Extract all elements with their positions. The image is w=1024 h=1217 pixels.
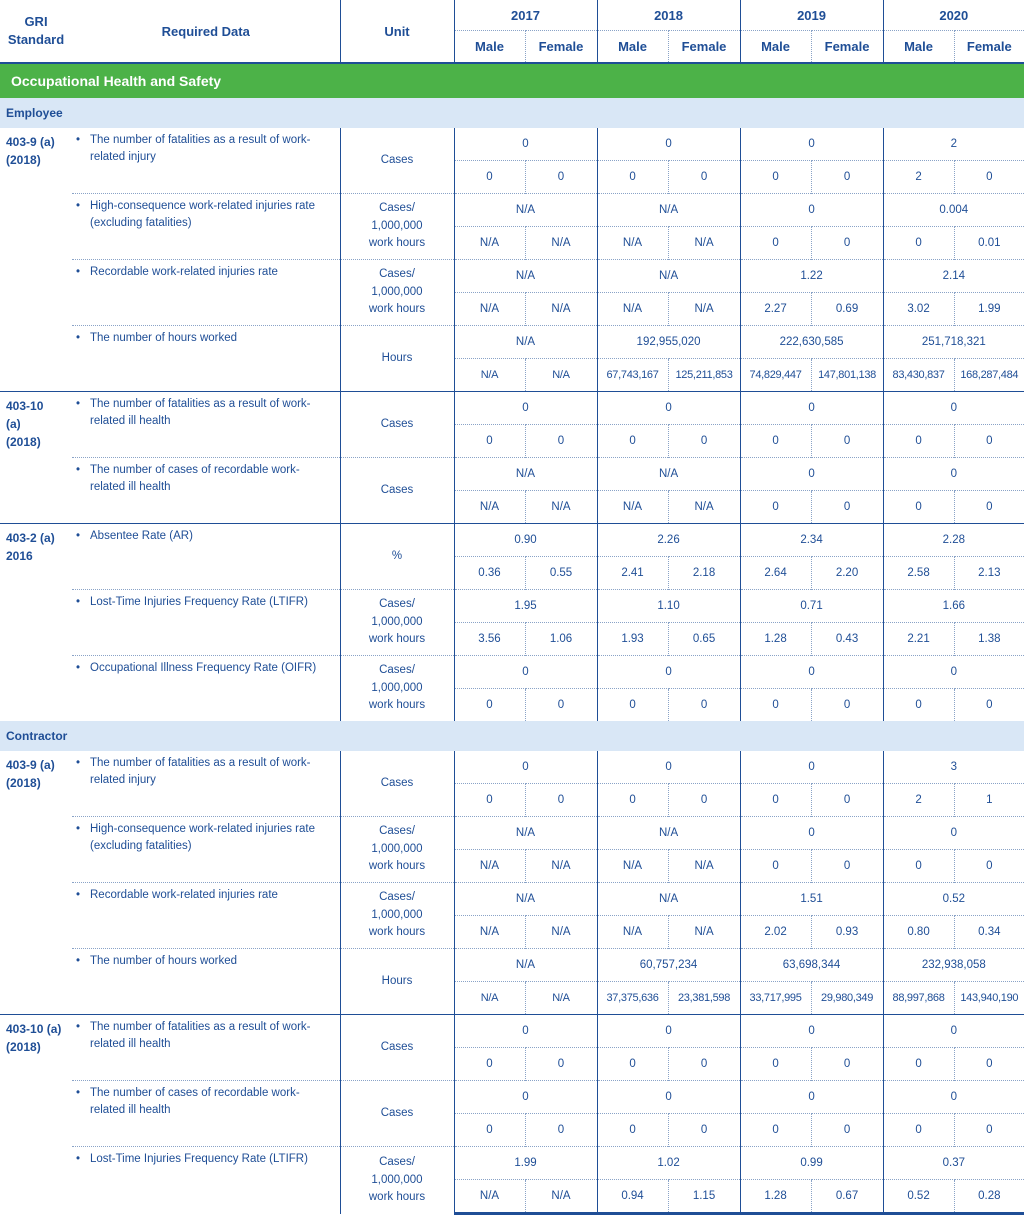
metric-row [0,1147,1024,1180]
total-value-2020: 0 [883,458,1024,491]
metric-label: Occupational Illness Frequency Rate (OIFR) [90,662,317,674]
metric-label: The number of fatalities as a result of work-related ill health [90,1021,311,1050]
male-value-2020: 88,997,868 [883,982,954,1015]
male-value-2019: 0 [740,850,811,883]
male-value-2019: 0 [740,784,811,817]
male-value-2020: 0 [883,425,954,458]
unit-cell: Cases [340,392,454,458]
required-data-cell [72,590,340,656]
total-value-2018: 0 [597,128,740,161]
female-value-2019: 29,980,349 [811,982,883,1015]
total-value-2017: 0 [454,128,597,161]
male-value-2020: 0 [883,227,954,260]
female-value-2017: 0.55 [525,557,597,590]
male-value-2020: 2 [883,161,954,194]
total-value-2018: 2.26 [597,524,740,557]
unit-cell: Cases [340,751,454,817]
male-value-2020: 0 [883,689,954,722]
unit-cell: Cases [340,458,454,524]
total-value-2019: 222,630,585 [740,326,883,359]
female-value-2018: 125,211,853 [668,359,740,392]
female-value-2017: 0 [525,1114,597,1147]
unit-cell: Cases [340,1015,454,1081]
male-value-2017: N/A [454,359,525,392]
unit-cell: Cases/ 1,000,000 work hours [340,260,454,326]
male-value-2019: 0 [740,161,811,194]
gri-standard-header: GRI Standard [7,14,65,47]
required-data-cell [72,751,340,817]
female-value-2020: 0 [954,1114,1024,1147]
female-value-2020: 0 [954,161,1024,194]
male-value-2019: 0 [740,1048,811,1081]
total-value-2017: 0 [454,392,597,425]
bullet-icon: • [76,757,81,769]
total-value-2018: 1.02 [597,1147,740,1180]
section-title: Occupational Health and Safety [0,63,1024,98]
required-data-cell [72,883,340,949]
female-value-2019: 0 [811,784,883,817]
required-data-cell [72,1015,340,1081]
male-header-2018: Male [597,31,668,64]
total-value-2017: N/A [454,817,597,850]
unit-cell: Cases/ 1,000,000 work hours [340,817,454,883]
bullet-icon: • [76,596,81,608]
metric-label: Lost-Time Injuries Frequency Rate (LTIFR) [90,1153,308,1165]
female-value-2019: 0.67 [811,1180,883,1214]
male-value-2017: 0 [454,1048,525,1081]
male-header-2020: Male [883,31,954,64]
female-value-2017: 0 [525,1048,597,1081]
total-value-2019: 0 [740,656,883,689]
total-value-2018: 0 [597,1015,740,1048]
male-value-2017: 0.36 [454,557,525,590]
male-value-2020: 0 [883,1114,954,1147]
female-value-2018: 0 [668,1114,740,1147]
female-value-2020: 1 [954,784,1024,817]
total-value-2019: 0 [740,751,883,784]
total-value-2019: 0 [740,458,883,491]
total-value-2019: 0 [740,817,883,850]
female-value-2019: 0 [811,850,883,883]
required-data-cell [72,326,340,392]
male-value-2017: 0 [454,784,525,817]
gri-standard-cell: 403-9 (a) (2018) [6,758,55,790]
male-value-2019: 1.28 [740,623,811,656]
male-value-2018: 0 [597,689,668,722]
female-value-2020: 0.01 [954,227,1024,260]
male-value-2018: 1.93 [597,623,668,656]
female-value-2017: N/A [525,293,597,326]
metric-label: The number of cases of recordable work-related ill health [90,464,300,493]
total-value-2018: 1.10 [597,590,740,623]
female-value-2018: 0 [668,784,740,817]
female-value-2019: 0 [811,425,883,458]
bullet-icon: • [76,464,81,476]
male-value-2020: 83,430,837 [883,359,954,392]
female-value-2017: 0 [525,784,597,817]
unit-cell: Hours [340,326,454,392]
male-value-2018: N/A [597,916,668,949]
total-value-2018: 192,955,020 [597,326,740,359]
female-value-2017: 0 [525,161,597,194]
female-header-2019: Female [811,31,883,64]
total-value-2018: 60,757,234 [597,949,740,982]
metric-label: The number of hours worked [90,955,238,967]
year-header-2017: 2017 [454,0,597,31]
gri-standard-cell: 403-10 (a) (2018) [0,1015,72,1214]
bullet-icon: • [76,823,81,835]
total-value-2018: N/A [597,194,740,227]
male-value-2020: 2.21 [883,623,954,656]
bullet-icon: • [76,1153,81,1165]
total-value-2019: 63,698,344 [740,949,883,982]
male-value-2018: N/A [597,491,668,524]
female-value-2019: 0 [811,689,883,722]
total-value-2020: 0 [883,1015,1024,1048]
total-value-2017: N/A [454,949,597,982]
male-value-2017: N/A [454,293,525,326]
group-title: Contractor [0,721,1024,751]
male-value-2018: 67,743,167 [597,359,668,392]
male-value-2018: 37,375,636 [597,982,668,1015]
unit-cell: Cases [340,1081,454,1147]
total-value-2017: 0 [454,656,597,689]
female-value-2020: 0 [954,425,1024,458]
total-value-2019: 0 [740,1081,883,1114]
metric-label: The number of fatalities as a result of work-related ill health [90,398,311,427]
female-header-2017: Female [525,31,597,64]
metric-label: The number of cases of recordable work-related ill health [90,1087,300,1116]
female-value-2018: 0 [668,689,740,722]
female-value-2020: 0 [954,850,1024,883]
male-value-2017: N/A [454,916,525,949]
male-value-2019: 1.28 [740,1180,811,1214]
required-data-cell [72,128,340,194]
metric-row [0,817,1024,850]
unit-cell: % [340,524,454,590]
female-value-2018: 23,381,598 [668,982,740,1015]
male-value-2019: 0 [740,1114,811,1147]
total-value-2017: N/A [454,260,597,293]
total-value-2018: 0 [597,1081,740,1114]
male-value-2017: 3.56 [454,623,525,656]
male-value-2019: 74,829,447 [740,359,811,392]
total-value-2020: 1.66 [883,590,1024,623]
male-value-2018: 0 [597,1114,668,1147]
male-value-2017: N/A [454,982,525,1015]
metric-label: The number of fatalities as a result of work-related injury [90,134,311,163]
male-value-2018: N/A [597,227,668,260]
female-header-2018: Female [668,31,740,64]
male-value-2018: 0 [597,161,668,194]
total-value-2017: 0 [454,1081,597,1114]
bullet-icon: • [76,662,81,674]
gri-standard-cell: 403-2 (a) 2016 [0,524,72,722]
required-data-cell [72,656,340,722]
total-value-2019: 0 [740,128,883,161]
required-data-cell [72,817,340,883]
total-value-2019: 2.34 [740,524,883,557]
year-header-2019: 2019 [740,0,883,31]
total-value-2019: 1.22 [740,260,883,293]
male-value-2019: 0 [740,689,811,722]
female-value-2017: N/A [525,227,597,260]
total-value-2020: 251,718,321 [883,326,1024,359]
male-value-2020: 0 [883,491,954,524]
female-value-2019: 0 [811,1114,883,1147]
male-value-2019: 2.64 [740,557,811,590]
total-value-2017: N/A [454,326,597,359]
required-data-cell [72,458,340,524]
metric-row [0,949,1024,982]
total-value-2017: 1.99 [454,1147,597,1180]
gri-standard-cell: 403-9 (a) (2018) [6,135,55,167]
unit-cell: Cases/ 1,000,000 work hours [340,656,454,722]
female-value-2019: 0.43 [811,623,883,656]
female-value-2019: 0 [811,491,883,524]
bullet-icon: • [76,200,81,212]
required-data-cell [72,392,340,458]
total-value-2018: 0 [597,392,740,425]
total-value-2017: N/A [454,194,597,227]
female-value-2018: N/A [668,293,740,326]
female-value-2019: 147,801,138 [811,359,883,392]
total-value-2020: 0.004 [883,194,1024,227]
female-value-2020: 2.13 [954,557,1024,590]
total-value-2020: 0.37 [883,1147,1024,1180]
metric-label: Lost-Time Injuries Frequency Rate (LTIFR) [90,596,308,608]
female-value-2018: 0 [668,425,740,458]
male-value-2018: 0 [597,425,668,458]
unit-header: Unit [340,0,454,63]
total-value-2020: 3 [883,751,1024,784]
total-value-2018: 0 [597,751,740,784]
female-value-2018: N/A [668,227,740,260]
metric-row [0,128,1024,161]
total-value-2020: 0 [883,392,1024,425]
male-value-2020: 2.58 [883,557,954,590]
male-value-2019: 0 [740,227,811,260]
total-value-2020: 0 [883,1081,1024,1114]
female-value-2019: 0 [811,1048,883,1081]
male-value-2017: 0 [454,161,525,194]
metric-label: Absentee Rate (AR) [90,530,193,542]
male-value-2017: N/A [454,227,525,260]
female-value-2017: N/A [525,916,597,949]
female-value-2020: 168,287,484 [954,359,1024,392]
female-value-2017: N/A [525,982,597,1015]
female-value-2020: 1.38 [954,623,1024,656]
female-value-2018: 0 [668,1048,740,1081]
required-data-cell [72,524,340,590]
female-value-2017: 1.06 [525,623,597,656]
total-value-2020: 2.14 [883,260,1024,293]
metric-row [0,260,1024,293]
total-value-2019: 1.51 [740,883,883,916]
required-data-cell [72,194,340,260]
metric-label: The number of hours worked [90,332,238,344]
metric-label: Recordable work-related injuries rate [90,266,278,278]
male-value-2019: 33,717,995 [740,982,811,1015]
total-value-2017: 0 [454,751,597,784]
female-value-2017: N/A [525,1180,597,1214]
female-value-2018: N/A [668,850,740,883]
female-value-2020: 0.28 [954,1180,1024,1214]
total-value-2019: 0.71 [740,590,883,623]
female-value-2020: 0 [954,689,1024,722]
female-value-2019: 0 [811,161,883,194]
male-value-2020: 0 [883,1048,954,1081]
male-value-2017: 0 [454,1114,525,1147]
metric-row [0,326,1024,359]
female-value-2020: 0.34 [954,916,1024,949]
total-value-2017: 0.90 [454,524,597,557]
bullet-icon: • [76,266,81,278]
total-value-2018: N/A [597,883,740,916]
female-value-2018: 1.15 [668,1180,740,1214]
metric-row [0,194,1024,227]
male-value-2017: N/A [454,491,525,524]
female-header-2020: Female [954,31,1024,64]
male-value-2020: 3.02 [883,293,954,326]
total-value-2018: N/A [597,458,740,491]
female-value-2018: N/A [668,491,740,524]
female-value-2017: N/A [525,491,597,524]
required-data-cell [72,1147,340,1214]
total-value-2017: N/A [454,458,597,491]
male-value-2018: 0.94 [597,1180,668,1214]
unit-cell: Hours [340,949,454,1015]
bullet-icon: • [76,332,81,344]
metric-row [0,751,1024,784]
female-value-2020: 1.99 [954,293,1024,326]
male-value-2017: 0 [454,425,525,458]
bullet-icon: • [76,955,81,967]
female-value-2019: 2.20 [811,557,883,590]
bullet-icon: • [76,530,81,542]
female-value-2018: 0 [668,161,740,194]
female-value-2019: 0.69 [811,293,883,326]
total-value-2020: 0.52 [883,883,1024,916]
total-value-2018: N/A [597,260,740,293]
bullet-icon: • [76,1087,81,1099]
required-data-cell [72,949,340,1015]
female-value-2018: 0.65 [668,623,740,656]
bullet-icon: • [76,889,81,901]
female-value-2020: 0 [954,491,1024,524]
total-value-2020: 0 [883,656,1024,689]
male-value-2019: 2.27 [740,293,811,326]
bullet-icon: • [76,398,81,410]
metric-row [0,392,1024,425]
male-value-2017: N/A [454,1180,525,1214]
metric-label: High-consequence work-related injuries rate (excluding fatalities) [90,823,316,852]
male-value-2018: 2.41 [597,557,668,590]
female-value-2017: 0 [525,425,597,458]
unit-cell: Cases/ 1,000,000 work hours [340,590,454,656]
metric-label: The number of fatalities as a result of work-related injury [90,757,311,786]
total-value-2017: 0 [454,1015,597,1048]
metric-row [0,458,1024,491]
male-value-2017: 0 [454,689,525,722]
female-value-2019: 0 [811,227,883,260]
male-value-2019: 0 [740,491,811,524]
total-value-2020: 0 [883,817,1024,850]
male-value-2018: 0 [597,784,668,817]
male-value-2020: 2 [883,784,954,817]
year-header-2020: 2020 [883,0,1024,31]
metric-label: Recordable work-related injuries rate [90,889,278,901]
required-data-cell [72,260,340,326]
female-value-2018: N/A [668,916,740,949]
bullet-icon: • [76,134,81,146]
unit-cell: Cases/ 1,000,000 work hours [340,883,454,949]
metric-row [0,1081,1024,1114]
gri-standard-cell: 403-10 (a) (2018) [0,392,72,524]
metric-row [0,656,1024,689]
male-value-2018: 0 [597,1048,668,1081]
total-value-2017: 1.95 [454,590,597,623]
female-value-2020: 143,940,190 [954,982,1024,1015]
total-value-2018: 0 [597,656,740,689]
male-value-2018: N/A [597,850,668,883]
male-value-2017: N/A [454,850,525,883]
male-value-2020: 0 [883,850,954,883]
female-value-2020: 0 [954,1048,1024,1081]
metric-label: High-consequence work-related injuries rate (excluding fatalities) [90,200,316,229]
metric-row [0,590,1024,623]
group-title: Employee [0,98,1024,128]
unit-cell: Cases/ 1,000,000 work hours [340,1147,454,1214]
female-value-2019: 0.93 [811,916,883,949]
total-value-2020: 2 [883,128,1024,161]
bullet-icon: • [76,1021,81,1033]
required-data-cell [72,1081,340,1147]
female-value-2017: N/A [525,850,597,883]
total-value-2019: 0.99 [740,1147,883,1180]
total-value-2017: N/A [454,883,597,916]
metric-row [0,524,1024,557]
table-header [0,0,1024,63]
female-value-2018: 2.18 [668,557,740,590]
male-value-2019: 0 [740,425,811,458]
metric-row [0,883,1024,916]
male-header-2019: Male [740,31,811,64]
total-value-2019: 0 [740,1015,883,1048]
total-value-2020: 232,938,058 [883,949,1024,982]
required-data-header: Required Data [161,23,250,39]
unit-cell: Cases/ 1,000,000 work hours [340,194,454,260]
male-value-2020: 0.52 [883,1180,954,1214]
year-header-2018: 2018 [597,0,740,31]
total-value-2020: 2.28 [883,524,1024,557]
male-value-2018: N/A [597,293,668,326]
female-value-2017: 0 [525,689,597,722]
total-value-2019: 0 [740,392,883,425]
male-value-2020: 0.80 [883,916,954,949]
unit-cell: Cases [340,128,454,194]
metric-row [0,1015,1024,1048]
female-value-2017: N/A [525,359,597,392]
total-value-2018: N/A [597,817,740,850]
male-header-2017: Male [454,31,525,64]
male-value-2019: 2.02 [740,916,811,949]
total-value-2019: 0 [740,194,883,227]
